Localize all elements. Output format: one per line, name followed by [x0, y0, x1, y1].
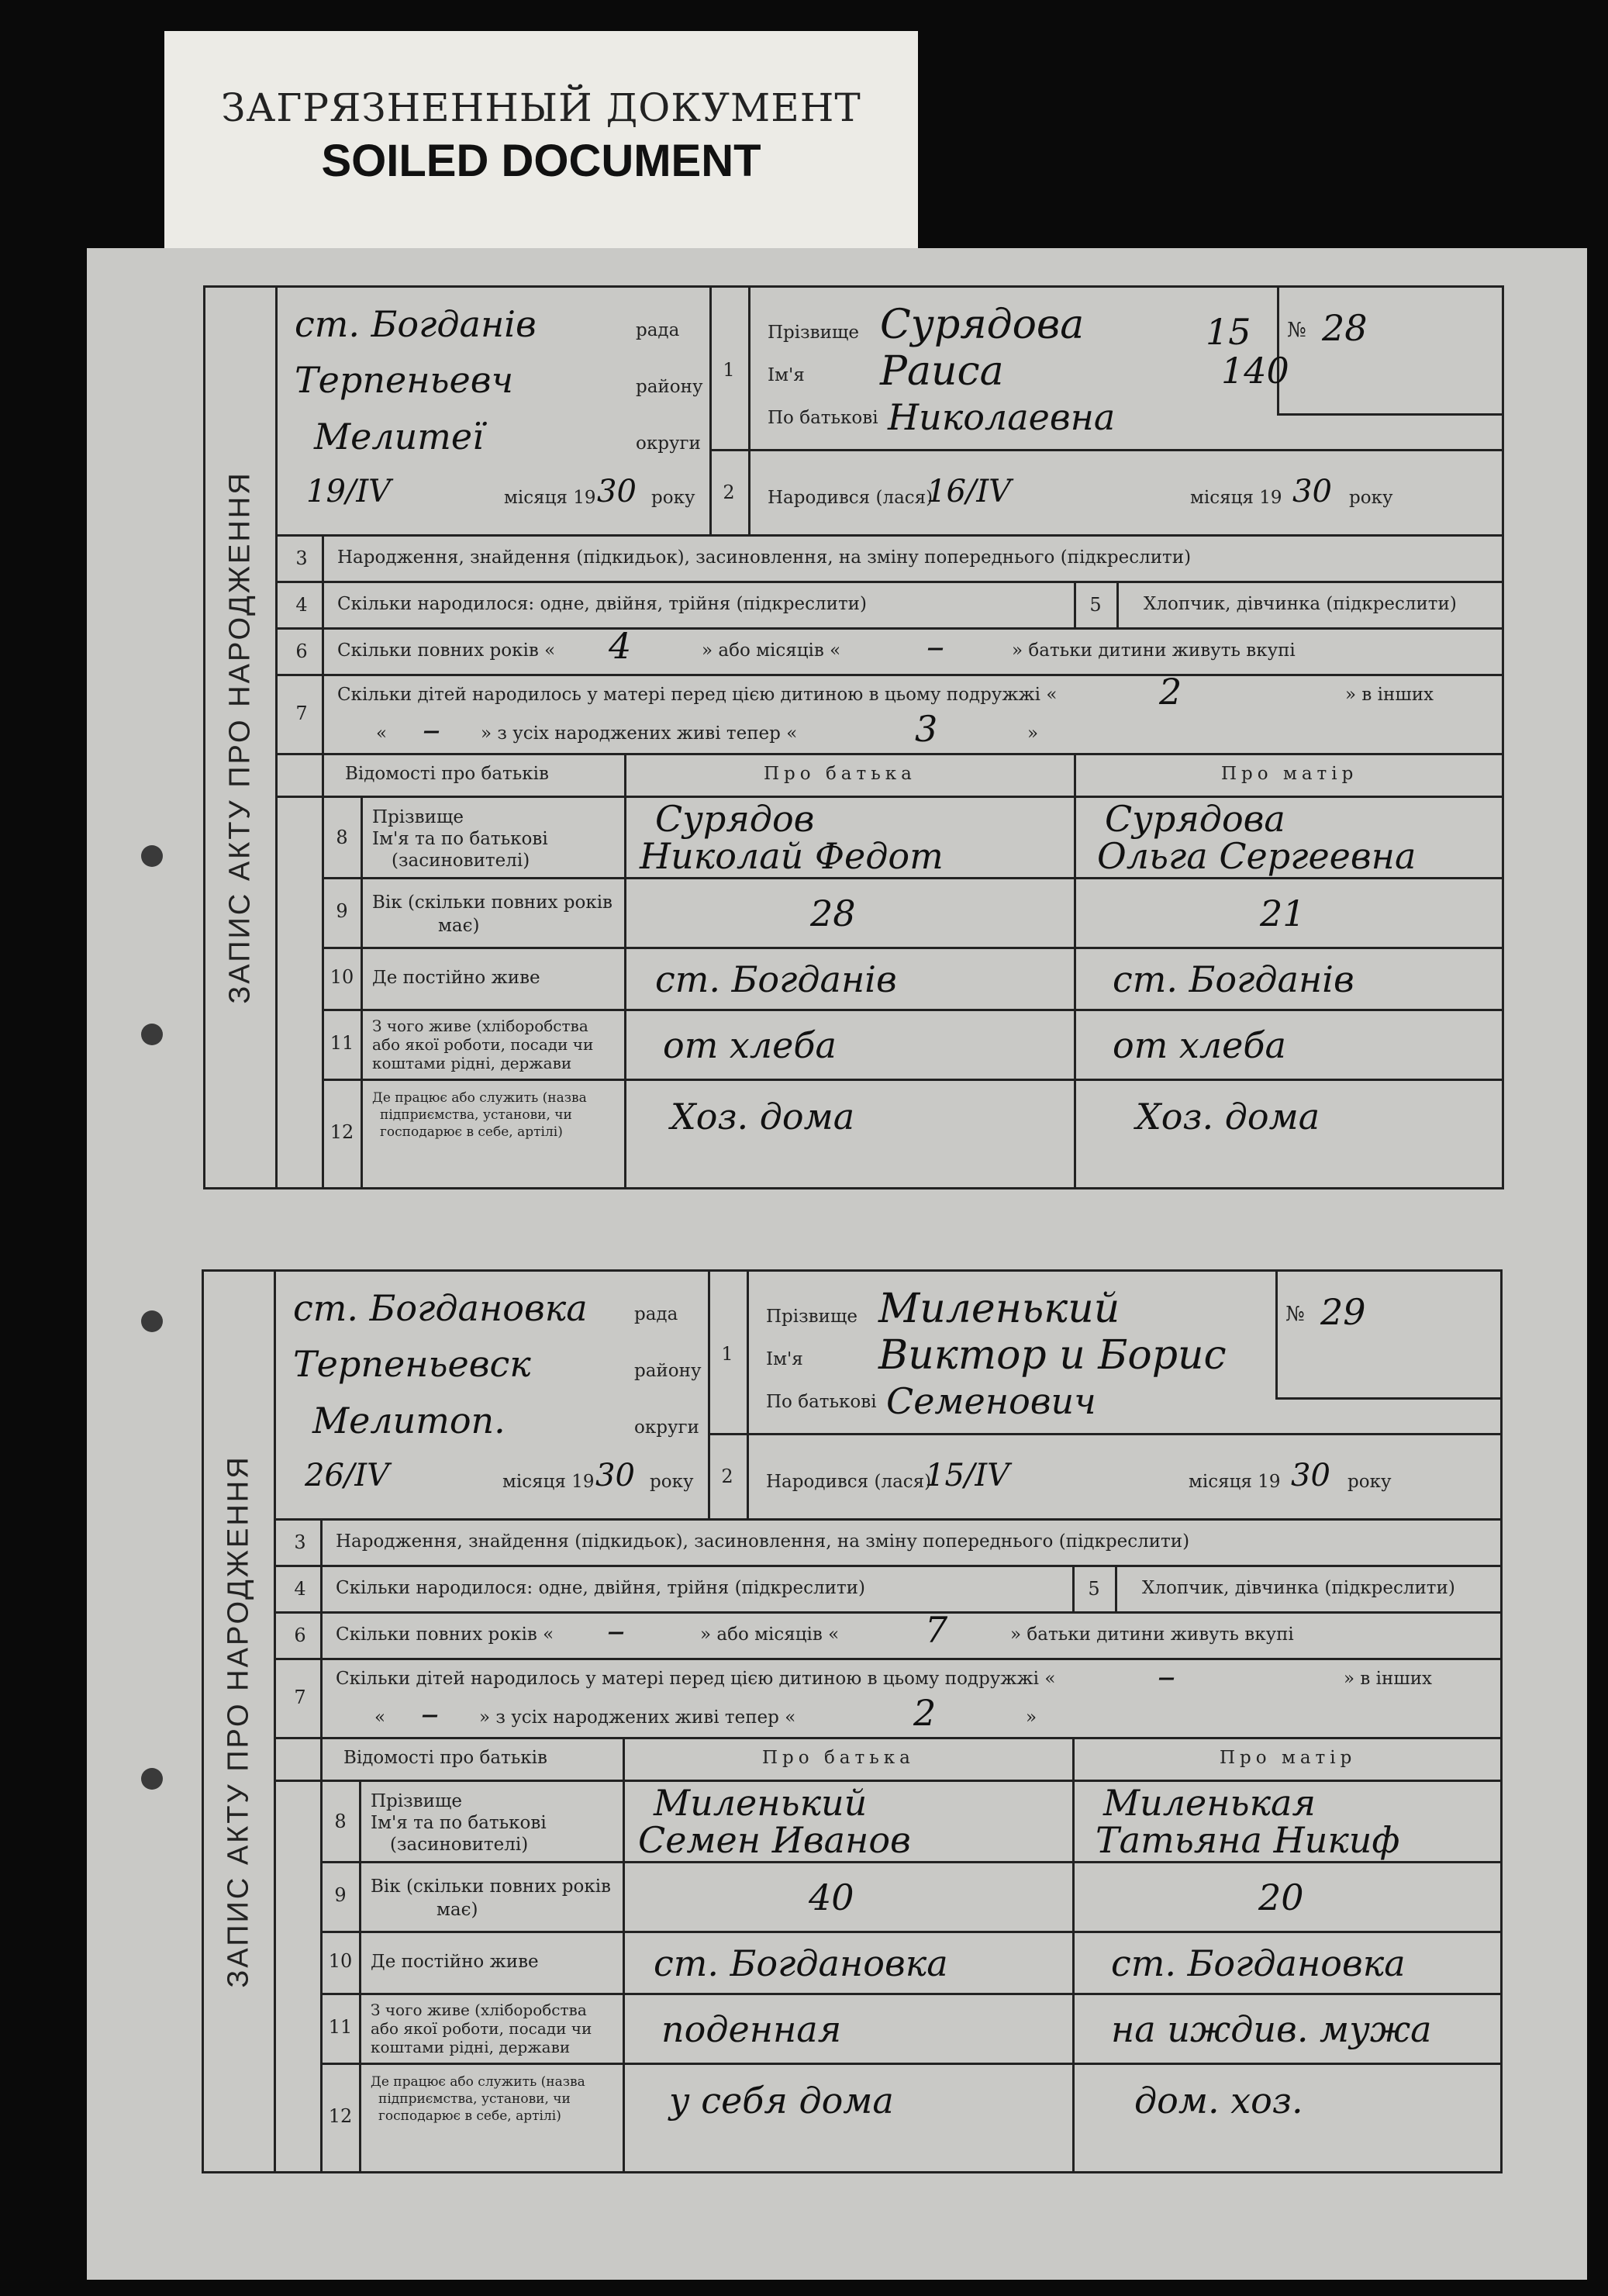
form-r7a: Скільки дітей народилось у матері перед цією дитиною в цьому подружжі « — [337, 685, 1058, 705]
table-rule-line — [274, 1780, 1500, 1782]
record-hw-children-before: – — [1158, 1655, 1175, 1697]
form-no: № — [1287, 319, 1306, 342]
record-hw-okrug: Мелитоп. — [312, 1400, 506, 1441]
table-rule-line — [361, 796, 363, 1187]
form-r12-2: господарює в себе, артілі) — [380, 1124, 563, 1140]
table-rule-line — [275, 674, 1502, 676]
form-r7c: « — [376, 723, 388, 744]
form-r12-0: Де працює або служить (назва — [371, 2074, 585, 2090]
form-okrugy: округи — [634, 1417, 699, 1438]
table-rule-line — [709, 288, 712, 536]
record-hw-birth-day: 15/IV — [925, 1458, 1010, 1493]
soiled-document-label — [164, 31, 918, 250]
table-rule-line — [359, 1780, 361, 2171]
form-r3: Народження, знайдення (підкидьок), засиновлення, на зміну попереднього (підкреслити) — [336, 1531, 1190, 1552]
table-rule-line — [320, 2063, 1500, 2065]
form-r11-0: З чого живе (хліборобства — [372, 1017, 588, 1035]
form-r7b: » в інших — [1344, 1669, 1433, 1689]
form-nums-9: 10 — [328, 1950, 353, 1972]
binding-hole — [141, 1310, 163, 1332]
table-rule-line — [275, 796, 1502, 798]
form-rada: рада — [636, 320, 680, 340]
form-vertical-title: ЗАПИС АКТУ ПРО НАРОДЖЕННЯ — [223, 471, 257, 1004]
record-hw-mother-source: от хлеба — [1113, 1024, 1286, 1066]
binding-hole — [141, 845, 163, 867]
form-nums-11: 12 — [328, 2105, 353, 2127]
form-r6a: Скільки повних років « — [337, 640, 556, 661]
form-nums-7: 8 — [334, 1811, 347, 1832]
form-r11-2: коштами рідні, держави — [371, 2038, 571, 2056]
form-r8-2: (засиновителі) — [390, 1835, 529, 1855]
form-nums-4: 5 — [1088, 1578, 1100, 1600]
record-hw-rayon: Терпеньевск — [293, 1343, 531, 1385]
form-r12-1: підприємства, установи, чи — [380, 1107, 572, 1123]
table-rule-line — [623, 1737, 625, 2171]
table-rule-line — [274, 1565, 1500, 1567]
record-hw-reg-year: 30 — [597, 474, 637, 509]
birth-record-form — [203, 285, 1504, 1189]
record-hw-mother-source: на иждив. мужа — [1111, 2008, 1432, 2050]
table-rule-line — [320, 1931, 1500, 1933]
form-nums-6: 7 — [295, 703, 308, 724]
form-rayonu: району — [636, 377, 703, 397]
record-hw-months: – — [926, 625, 944, 667]
form-nums-9: 10 — [330, 966, 354, 988]
table-rule-line — [275, 534, 1502, 537]
form-nums-1: 2 — [721, 1466, 733, 1487]
table-rule-line — [322, 947, 1502, 949]
table-rule-line — [274, 1658, 1500, 1660]
form-r11-1: або якої роботи, посади чи — [371, 2019, 592, 2038]
table-rule-line — [274, 1611, 1500, 1614]
record-hw-father-work: у себя дома — [669, 2080, 894, 2122]
table-rule-line — [1116, 581, 1119, 627]
table-rule-line — [1115, 1565, 1117, 1611]
form-r10: Де постійно живе — [371, 1952, 539, 1972]
form-r7a: Скільки дітей народилось у матері перед цією дитиною в цьому подружжі « — [336, 1669, 1056, 1689]
form-r7b: » в інших — [1345, 685, 1434, 705]
record-hw-okrug: Мелитеї — [314, 416, 484, 457]
table-rule-line — [275, 581, 1502, 583]
record-hw-mother-name2: Татьяна Никиф — [1096, 1819, 1400, 1861]
form-misyatsya: місяця 19 — [502, 1472, 595, 1492]
form-nums-11: 12 — [330, 1121, 354, 1143]
table-rule-line — [320, 1993, 1500, 1995]
form-nums-2: 3 — [294, 1531, 306, 1553]
form-imya: Ім'я — [766, 1349, 803, 1369]
form-r4: Скільки народилося: одне, двійня, трійня (підкреслити) — [336, 1578, 865, 1598]
table-rule-line — [709, 449, 1502, 451]
record-hw-mother-work: дом. хоз. — [1134, 2080, 1303, 2122]
record-hw-name: Раиса — [880, 348, 1004, 395]
record-hw-surname: Сурядова — [880, 302, 1085, 348]
form-imya: Ім'я — [768, 365, 805, 385]
record-hw-mother-lives: ст. Богдановка — [1111, 1942, 1406, 1984]
form-r9-0: Вік (скільки повних років — [371, 1877, 611, 1897]
form-prizvyshche: Прізвище — [768, 323, 859, 343]
form-r7c: « — [374, 1707, 386, 1728]
form-roku: року — [650, 1472, 694, 1492]
table-rule-line — [1072, 1737, 1075, 2171]
form-po-batkovi: По батькові — [766, 1392, 877, 1412]
record-hw-corner: 15 — [1206, 311, 1251, 353]
form-r11-2: коштами рідні, держави — [372, 1054, 572, 1072]
table-rule-line — [747, 1272, 749, 1520]
record-hw-rada: ст. Богданів — [295, 303, 537, 345]
record-hw-father-source: поденная — [661, 2008, 842, 2050]
form-roku: року — [1349, 488, 1393, 508]
form-r9-1: має) — [438, 916, 480, 936]
record-hw-years: – — [607, 1609, 625, 1651]
record-hw-father-name2: Семен Иванов — [638, 1819, 911, 1861]
table-rule-line — [1072, 1565, 1075, 1611]
form-misyatsya: місяця 19 — [1189, 1472, 1281, 1492]
table-rule-line — [624, 753, 626, 1187]
table-rule-line — [322, 1009, 1502, 1011]
form-r8-1: Ім'я та по батькові — [371, 1813, 547, 1833]
form-narodyvsya: Народився (лася) — [768, 488, 933, 508]
form-misyatsya: місяця 19 — [504, 488, 596, 508]
record-hw-rayon: Терпеньевч — [295, 359, 514, 401]
form-hdr-mati: Про матір — [1220, 1748, 1357, 1768]
table-rule-line — [1074, 753, 1076, 1187]
table-rule-line — [320, 1861, 1500, 1863]
form-r5: Хлопчик, дівчинка (підкреслити) — [1144, 594, 1457, 614]
table-rule-line — [708, 1433, 1500, 1435]
record-hw-father-name2: Николай Федот — [640, 835, 944, 877]
form-nums-8: 9 — [336, 900, 348, 922]
record-hw-birth-year: 30 — [1292, 474, 1332, 509]
record-hw-name: Виктор и Борис — [878, 1332, 1227, 1379]
record-hw-no: 28 — [1322, 307, 1368, 349]
form-r7d: » з усіх народжених живі тепер « — [481, 723, 798, 744]
binding-hole — [141, 1768, 163, 1790]
record-hw-mother-name2: Ольга Сергеевна — [1097, 835, 1416, 877]
table-rule-line — [275, 627, 1502, 630]
form-nums-6: 7 — [294, 1687, 306, 1708]
record-hw-other: – — [421, 1692, 439, 1734]
table-rule-line — [1275, 1272, 1278, 1397]
form-r7d: » з усіх народжених живі тепер « — [479, 1707, 796, 1728]
form-nums-0: 1 — [723, 359, 735, 381]
form-r10: Де постійно живе — [372, 968, 540, 988]
form-r7e: » — [1026, 1707, 1037, 1728]
record-hw-surname: Миленький — [878, 1286, 1120, 1332]
form-r12-1: підприємства, установи, чи — [378, 2091, 571, 2107]
form-hdr-vidomosti: Відомості про батьків — [345, 764, 549, 784]
form-nums-4: 5 — [1089, 594, 1102, 616]
record-hw-father-work: Хоз. дома — [671, 1096, 855, 1138]
table-rule-line — [1074, 581, 1076, 627]
record-hw-father-source: от хлеба — [663, 1024, 837, 1066]
form-nums-10: 11 — [330, 1032, 354, 1054]
form-r11-1: або якої роботи, посади чи — [372, 1035, 594, 1054]
form-r6c: » батьки дитини живуть вкупі — [1010, 1624, 1294, 1645]
record-hw-no: 29 — [1320, 1291, 1366, 1333]
form-nums-2: 3 — [295, 547, 308, 569]
record-hw-alive: 3 — [915, 708, 938, 750]
birth-record-form — [202, 1269, 1503, 2173]
form-hdr-batko: Про батька — [764, 764, 916, 784]
table-rule-line — [322, 1079, 1502, 1081]
record-hw-mother-lives: ст. Богданів — [1113, 958, 1354, 1000]
form-r11-0: З чого живе (хліборобства — [371, 2001, 587, 2019]
form-nums-7: 8 — [336, 827, 348, 848]
form-r8-0: Прізвище — [371, 1791, 462, 1811]
form-r6b: » або місяців « — [700, 1624, 840, 1645]
form-vertical-title — [204, 1272, 276, 2171]
form-no: № — [1285, 1303, 1305, 1326]
form-r6a: Скільки повних років « — [336, 1624, 554, 1645]
record-hw-birth-day: 16/IV — [926, 474, 1012, 509]
label-en: SOILED DOCUMENT — [321, 136, 761, 186]
form-r12-2: господарює в себе, артілі) — [378, 2108, 561, 2124]
form-okrugy: округи — [636, 433, 701, 454]
record-hw-mother-work: Хоз. дома — [1136, 1096, 1320, 1138]
table-rule-line — [1277, 413, 1502, 416]
record-hw-years: 4 — [609, 625, 632, 667]
table-rule-line — [274, 1518, 1500, 1521]
form-roku: року — [651, 488, 695, 508]
form-r3: Народження, знайдення (підкидьок), засиновлення, на зміну попереднього (підкреслити) — [337, 547, 1192, 568]
form-nums-1: 2 — [723, 482, 735, 503]
table-rule-line — [748, 288, 751, 536]
table-rule-line — [275, 753, 1502, 755]
form-r9-0: Вік (скільки повних років — [372, 893, 612, 913]
form-hdr-mati: Про матір — [1221, 764, 1358, 784]
form-nums-3: 4 — [294, 1578, 306, 1600]
form-r8-1: Ім'я та по батькові — [372, 829, 548, 849]
record-hw-alive: 2 — [913, 1692, 937, 1734]
record-hw-corner2: 140 — [1221, 350, 1289, 392]
form-r6b: » або місяців « — [702, 640, 841, 661]
form-vertical-title — [205, 288, 278, 1187]
form-r7e: » — [1027, 723, 1039, 744]
record-hw-mother-age: 21 — [1260, 893, 1306, 934]
record-hw-father-age: 40 — [809, 1877, 854, 1918]
table-rule-line — [320, 1518, 323, 2171]
record-hw-birth-year: 30 — [1291, 1458, 1330, 1493]
form-rada: рада — [634, 1304, 678, 1324]
form-po-batkovi: По батькові — [768, 408, 878, 428]
form-r5: Хлопчик, дівчинка (підкреслити) — [1142, 1578, 1455, 1598]
record-hw-rada: ст. Богдановка — [293, 1287, 588, 1329]
form-hdr-vidomosti: Відомості про батьків — [343, 1748, 547, 1768]
record-hw-mother-name1: Миленькая — [1103, 1782, 1316, 1824]
form-hdr-batko: Про батька — [762, 1748, 915, 1768]
record-hw-months: 7 — [925, 1609, 948, 1651]
table-rule-line — [322, 877, 1502, 879]
binding-hole — [141, 1024, 163, 1045]
record-hw-reg-year: 30 — [595, 1458, 635, 1493]
record-hw-patronymic: Семенович — [886, 1380, 1096, 1422]
form-r9-1: має) — [437, 1900, 478, 1920]
form-r6c: » батьки дитини живуть вкупі — [1012, 640, 1296, 661]
form-r8-2: (засиновителі) — [392, 851, 530, 871]
form-r4: Скільки народилося: одне, двійня, трійня (підкреслити) — [337, 594, 867, 614]
table-rule-line — [708, 1272, 710, 1520]
record-hw-mother-name1: Сурядова — [1105, 798, 1285, 840]
form-nums-0: 1 — [721, 1343, 733, 1365]
form-nums-5: 6 — [295, 640, 308, 662]
form-narodyvsya: Народився (лася) — [766, 1472, 932, 1492]
record-hw-reg-day: 19/IV — [306, 474, 392, 509]
table-rule-line — [322, 534, 324, 1187]
form-misyatsya: місяця 19 — [1190, 488, 1282, 508]
form-nums-8: 9 — [334, 1884, 347, 1906]
form-r8-0: Прізвище — [372, 807, 464, 827]
form-vertical-title: ЗАПИС АКТУ ПРО НАРОДЖЕННЯ — [222, 1455, 255, 1988]
form-r12-0: Де працює або служить (назва — [372, 1090, 587, 1106]
record-hw-mother-age: 20 — [1258, 1877, 1304, 1918]
record-hw-father-age: 28 — [810, 893, 856, 934]
record-hw-father-name1: Сурядов — [655, 798, 815, 840]
record-hw-children-before: 2 — [1159, 671, 1182, 713]
record-hw-father-lives: ст. Богдановка — [654, 1942, 948, 1984]
form-rayonu: району — [634, 1361, 702, 1381]
form-roku: року — [1347, 1472, 1392, 1492]
record-hw-other: – — [423, 708, 440, 750]
form-nums-5: 6 — [294, 1624, 306, 1646]
record-hw-patronymic: Николаевна — [888, 396, 1116, 438]
label-ru: ЗАГРЯЗНЕННЫЙ ДОКУМЕНТ — [221, 85, 861, 130]
form-prizvyshche: Прізвище — [766, 1307, 857, 1327]
record-hw-reg-day: 26/IV — [305, 1458, 390, 1493]
record-hw-father-lives: ст. Богданів — [655, 958, 897, 1000]
record-hw-father-name1: Миленький — [654, 1782, 868, 1824]
table-rule-line — [274, 1737, 1500, 1739]
form-nums-10: 11 — [328, 2016, 353, 2038]
form-nums-3: 4 — [295, 594, 308, 616]
table-rule-line — [1275, 1397, 1500, 1400]
